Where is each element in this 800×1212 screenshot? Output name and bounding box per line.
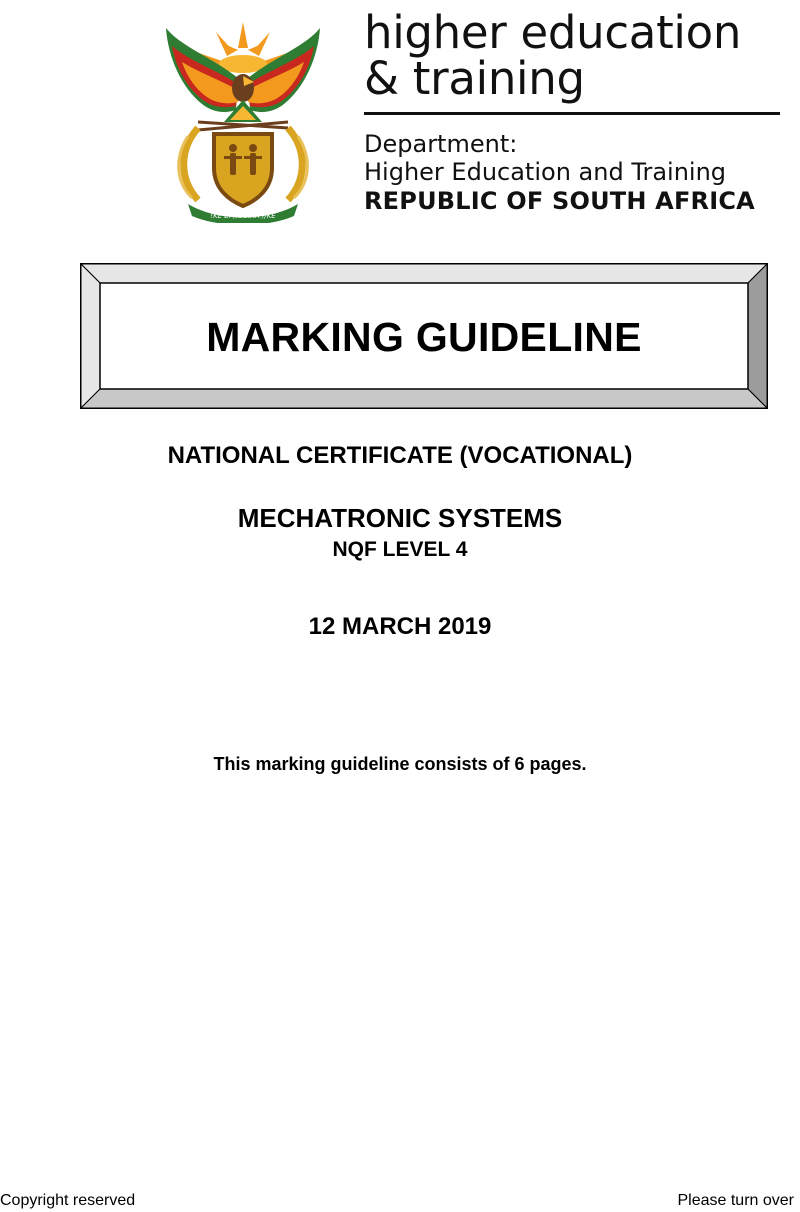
department-name: Higher Education and Training xyxy=(364,158,727,186)
exam-date: 12 MARCH 2019 xyxy=(308,613,492,640)
country-name: REPUBLIC OF SOUTH AFRICA xyxy=(364,187,755,215)
footer-turn-over: Please turn over xyxy=(677,1192,794,1209)
brand-line-1: higher education xyxy=(364,6,742,59)
brand-divider xyxy=(364,112,780,115)
nqf-level: NQF LEVEL 4 xyxy=(332,538,468,561)
footer-copyright: Copyright reserved xyxy=(0,1192,136,1209)
header xyxy=(0,0,800,230)
document-title-box xyxy=(80,263,768,409)
coat-of-arms-motto: !KE E: /XARRA //KE xyxy=(210,212,276,220)
subject-name: MECHATRONIC SYSTEMS xyxy=(237,503,563,533)
department-brand xyxy=(364,6,784,215)
department-label: Department: xyxy=(364,130,518,158)
brand-line-2: & training xyxy=(364,52,585,105)
page-count-note: This marking guideline consists of 6 pages. xyxy=(213,754,587,774)
coat-of-arms-icon xyxy=(158,18,328,223)
document-title: MARKING GUIDELINE xyxy=(206,313,642,360)
qualification-name: NATIONAL CERTIFICATE (VOCATIONAL) xyxy=(167,442,633,469)
